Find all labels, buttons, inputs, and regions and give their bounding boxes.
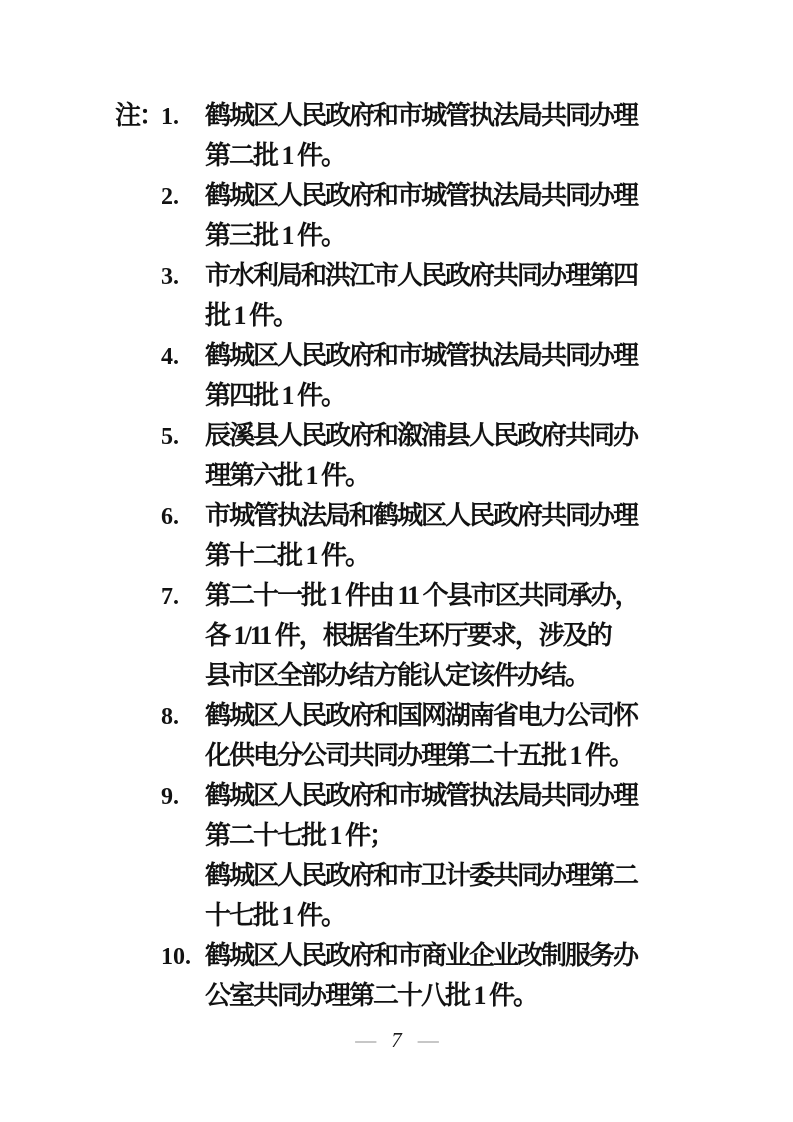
item-text: 第十二批 1 件。: [205, 541, 370, 570]
item-number: 5.: [161, 424, 179, 450]
footer-dash-right: —: [417, 1028, 438, 1052]
item-number: 6.: [161, 504, 179, 530]
item-number: 3.: [161, 264, 179, 290]
item-text: 批 1 件。: [205, 301, 298, 330]
item-text: 鹤城区人民政府和市城管执法局共同办理: [205, 101, 638, 130]
item-text: 理第六批 1 件。: [205, 461, 370, 490]
item-text: 第二十一批 1 件由 11 个县市区共同承办，: [205, 581, 639, 610]
note-line: [115, 296, 639, 336]
note-line: [115, 336, 639, 376]
item-text: 各 1/11 件，根据省生环厅要求，涉及的: [205, 621, 611, 650]
note-line: [115, 496, 639, 536]
note-line: [115, 416, 639, 456]
item-text: 市水利局和洪江市人民政府共同办理第四: [205, 261, 638, 290]
item-text: 第四批 1 件。: [205, 381, 346, 410]
note-label: 注：: [115, 101, 164, 130]
note-line: [115, 136, 639, 176]
item-text: 市城管执法局和鹤城区人民政府共同办理: [205, 501, 638, 530]
item-text: 鹤城区人民政府和市城管执法局共同办理: [205, 341, 638, 370]
item-number: 9.: [161, 784, 179, 810]
item-text: 第二批 1 件。: [205, 141, 346, 170]
item-text: 鹤城区人民政府和市卫计委共同办理第二: [205, 861, 638, 890]
item-text: 县市区全部办结方能认定该件办结。: [205, 661, 590, 690]
note-line: [115, 536, 639, 576]
note-line: [115, 256, 639, 296]
item-number: 10.: [161, 944, 191, 970]
note-line: [115, 816, 639, 856]
note-line: [115, 736, 639, 776]
note-line: [115, 616, 639, 656]
item-text: 辰溪县人民政府和溆浦县人民政府共同办: [205, 421, 638, 450]
note-line: [115, 96, 639, 136]
item-number: 4.: [161, 344, 179, 370]
note-line: [115, 216, 639, 256]
page-number: 7: [391, 1028, 402, 1052]
item-text: 十七批 1 件。: [205, 901, 346, 930]
item-text: 鹤城区人民政府和国网湖南省电力公司怀: [205, 701, 638, 730]
note-line: [115, 696, 639, 736]
item-number: 8.: [161, 704, 179, 730]
note-line: [115, 896, 639, 936]
item-text: 鹤城区人民政府和市商业企业改制服务办: [205, 941, 638, 970]
note-line: [115, 936, 639, 976]
note-line: [115, 576, 639, 616]
item-text: 化供电分公司共同办理第二十五批 1 件。: [205, 741, 634, 770]
note-line: [115, 776, 639, 816]
item-text: 鹤城区人民政府和市城管执法局共同办理: [205, 181, 638, 210]
item-number: 2.: [161, 184, 179, 210]
item-text: 公室共同办理第二十八批 1 件。: [205, 981, 538, 1010]
item-text: 第三批 1 件。: [205, 221, 346, 250]
footer-dash-left: —: [355, 1028, 376, 1052]
item-number: 7.: [161, 584, 179, 610]
note-line: [115, 976, 639, 1016]
note-line: [115, 376, 639, 416]
note-line: [115, 856, 639, 896]
note-line: [115, 656, 639, 696]
item-number: 1.: [161, 104, 179, 130]
note-line: [115, 456, 639, 496]
note-section: [115, 96, 639, 1016]
item-text: 鹤城区人民政府和市城管执法局共同办理: [205, 781, 638, 810]
note-line: [115, 176, 639, 216]
page-footer: [0, 1024, 793, 1056]
item-text: 第二十七批 1 件；: [205, 821, 394, 850]
note-list: [115, 96, 639, 1016]
